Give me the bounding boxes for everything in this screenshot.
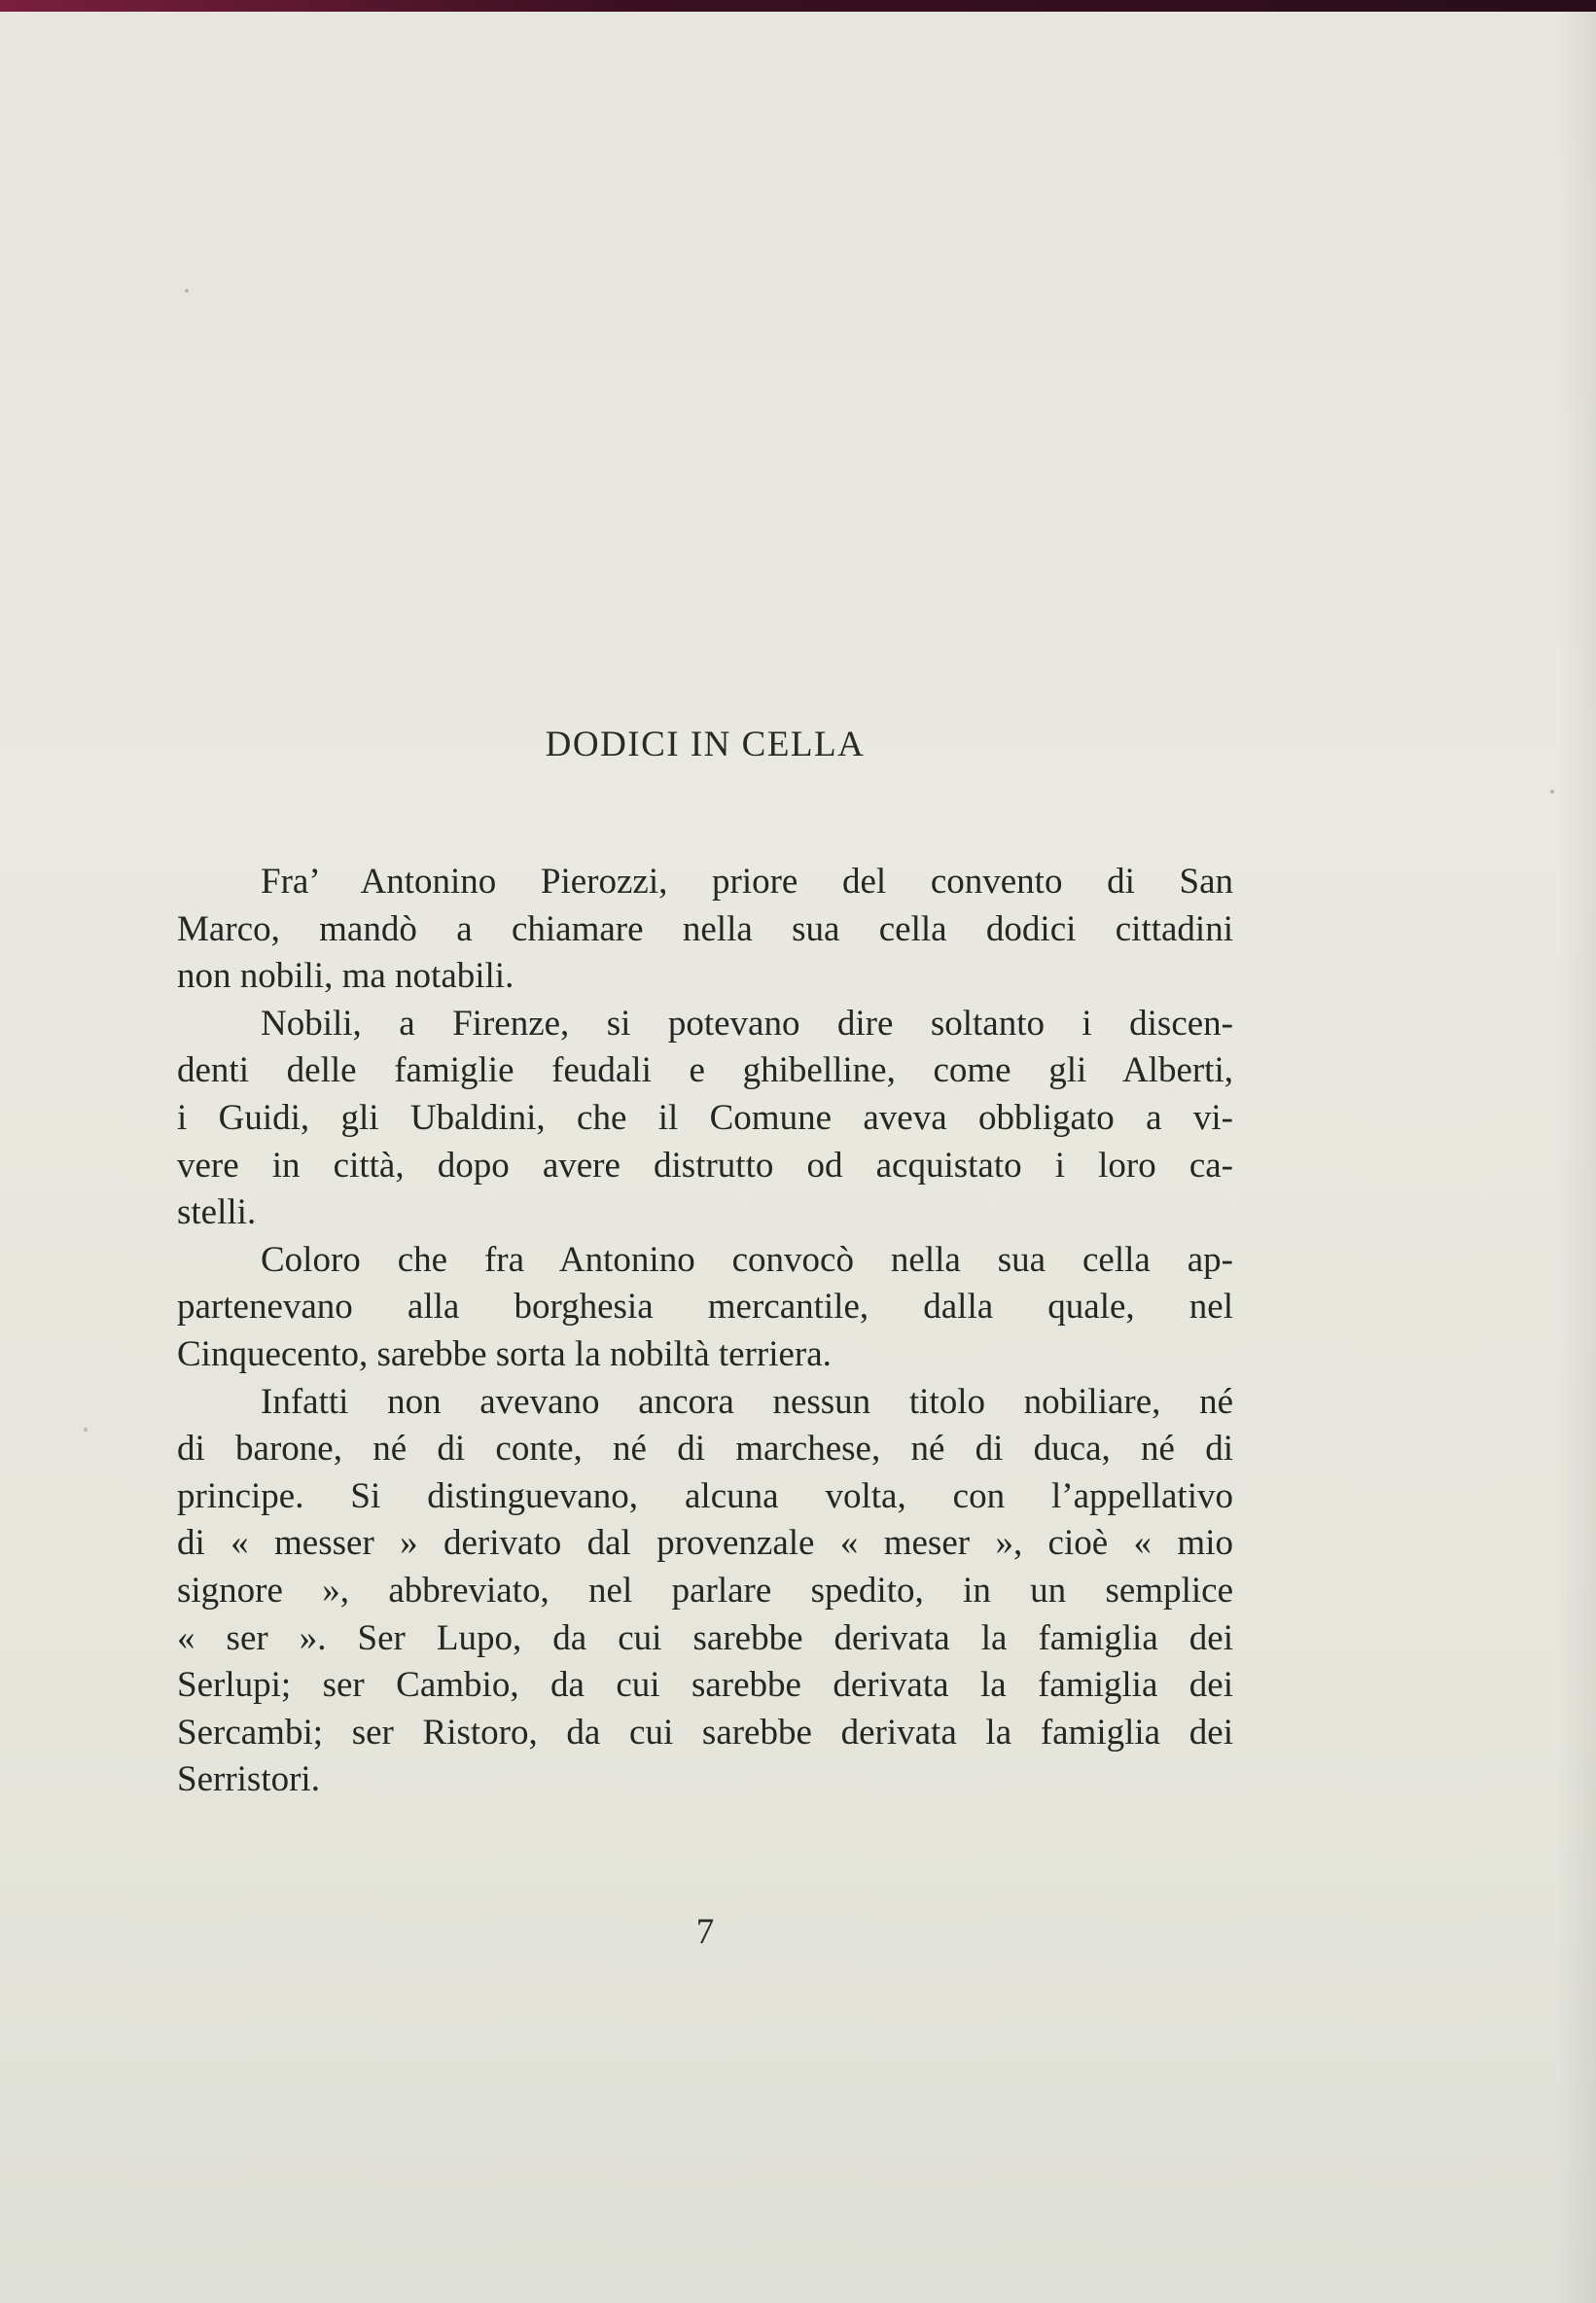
text-line: Sercambi; ser Ristoro, da cui sarebbe derivata la famiglia dei: [177, 1712, 1233, 1753]
text-line: Serristori.: [177, 1759, 320, 1800]
chapter-title: DODICI IN CELLA: [545, 725, 866, 764]
text-line: non nobili, ma notabili.: [177, 956, 514, 997]
paper-speck: [84, 1428, 88, 1432]
text-line: Cinquecento, sarebbe sorta la nobiltà terriera.: [177, 1333, 832, 1374]
paragraph: [177, 1379, 1233, 1804]
text-line: di barone, né di conte, né di marchese, né di duca, né di: [177, 1429, 1233, 1470]
text-line: vere in città, dopo avere distrutto od acquistato i loro ca-: [177, 1145, 1233, 1186]
paragraph: [177, 859, 1233, 1001]
text-line: Serlupi; ser Cambio, da cui sarebbe derivata la famiglia dei: [177, 1665, 1233, 1706]
text-line: Coloro che fra Antonino convocò nella sua cella ap-: [261, 1239, 1233, 1280]
text-line: i Guidi, gli Ubaldini, che il Comune aveva obbligato a vi-: [177, 1097, 1233, 1138]
text-line: Fra’ Antonino Pierozzi, priore del convento di San: [261, 862, 1233, 902]
text-line: denti delle famiglie feudali e ghibelline, come gli Alberti,: [177, 1050, 1233, 1091]
text-line: partenevano alla borghesia mercantile, dalla quale, nel: [177, 1287, 1233, 1328]
text-line: signore », abbreviato, nel parlare spedito, in un semplice: [177, 1570, 1233, 1611]
text-line: principe. Si distinguevano, alcuna volta, con l’appellativo: [177, 1475, 1233, 1516]
page-shadow: [1557, 12, 1596, 2303]
paragraph: [177, 1237, 1233, 1379]
text-line: Nobili, a Firenze, si potevano dire soltanto i discen-: [261, 1003, 1233, 1044]
text-line: stelli.: [177, 1192, 257, 1233]
text-line: di « messer » derivato dal provenzale « meser », cioè « mio: [177, 1523, 1233, 1564]
paper-speck: [185, 289, 189, 293]
paragraph: [177, 1001, 1233, 1237]
body-text: [177, 859, 1233, 1804]
page-number: 7: [695, 1912, 715, 1952]
paper-speck: [1550, 790, 1554, 794]
text-line: Marco, mandò a chiamare nella sua cella dodici cittadini: [177, 908, 1233, 949]
text-line: « ser ». Ser Lupo, da cui sarebbe derivata la famiglia dei: [177, 1617, 1233, 1658]
text-line: Infatti non avevano ancora nessun titolo nobiliare, né: [261, 1381, 1233, 1422]
page-top-edge: [0, 0, 1596, 12]
